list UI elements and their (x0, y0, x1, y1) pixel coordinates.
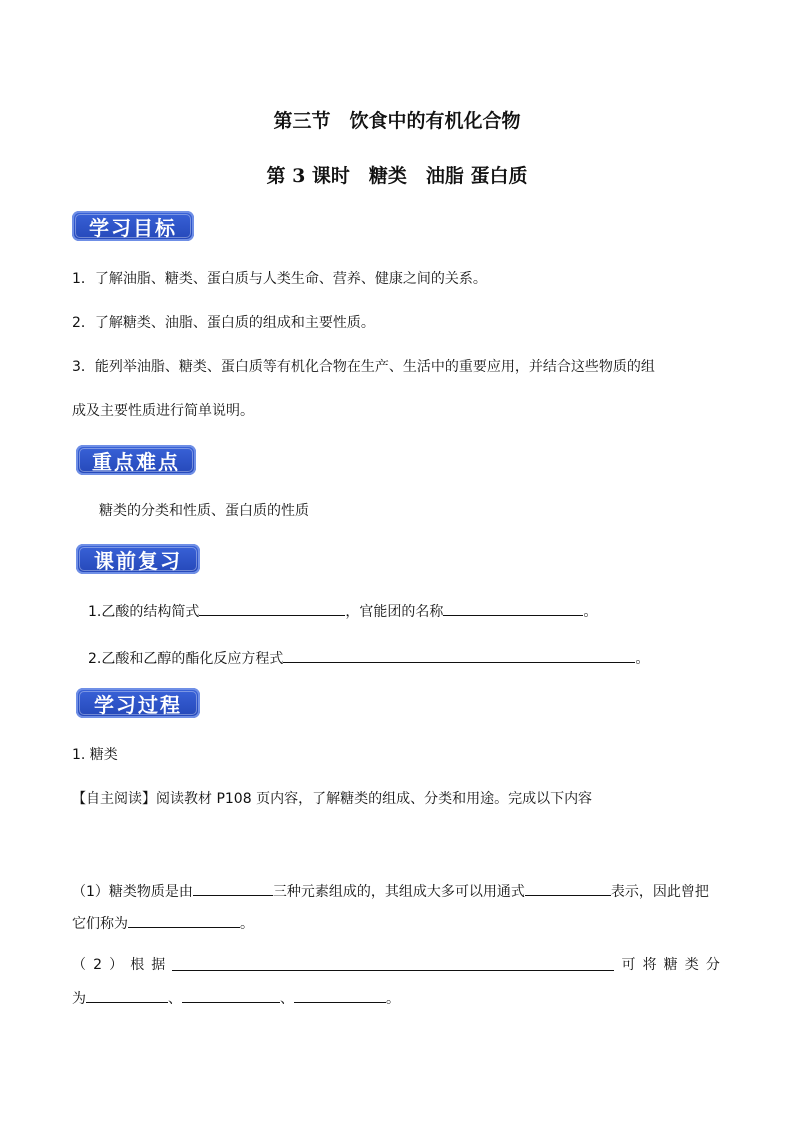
process-q2-char: 据 (151, 957, 166, 973)
process-q1-line1 (72, 881, 709, 901)
process-q2-sep-2: 、 (280, 991, 294, 1007)
process-q1-blank-1[interactable] (193, 881, 273, 896)
section-title: 第三节 饮食中的有机化合物 (273, 110, 521, 132)
process-q1-text-a: （1）糖类物质是由 (72, 884, 193, 900)
process-q2-line1 (72, 956, 720, 974)
badge-key-points-label: 重点难点 (92, 449, 180, 474)
process-q1-text-b: 三种元素组成的，其组成大多可以用通式 (272, 884, 525, 900)
badge-process (76, 688, 200, 718)
objective-1: 1．了解油脂、糖类、蛋白质与人类生命、营养、健康之间的关系。 (72, 271, 487, 287)
badge-key-points (76, 445, 196, 475)
badge-review-label: 课前复习 (94, 548, 182, 573)
review-q2-end: 。 (635, 651, 650, 667)
badge-objectives (72, 211, 194, 241)
process-q1-text-c: 表示，因此曾把 (610, 884, 709, 900)
process-q2-blank-1[interactable] (172, 956, 614, 971)
badge-objectives-label: 学习目标 (89, 215, 177, 240)
process-heading: 1. 糖类 (72, 747, 118, 763)
process-q2-char: 将 (642, 957, 657, 973)
process-q2-char: 可 (621, 957, 636, 973)
key-points-text: 糖类的分类和性质、蛋白质的性质 (99, 503, 309, 519)
review-q1-end: 。 (583, 604, 598, 620)
process-q2-char: 类 (684, 957, 699, 973)
process-q2-char: （ (72, 957, 86, 973)
objective-3: 3．能列举油脂、糖类、蛋白质等有机化合物在生产、生活中的重要应用，并结合这些物质的组 (72, 359, 655, 375)
objective-3-cont: 成及主要性质进行简单说明。 (72, 403, 254, 419)
objective-2: 2．了解糖类、油脂、蛋白质的组成和主要性质。 (72, 315, 375, 331)
process-q2-line2 (72, 988, 400, 1008)
process-q1-line2 (72, 913, 254, 933)
process-q2-char: 根 (130, 957, 145, 973)
process-q1-blank-3[interactable] (128, 913, 240, 928)
process-q2-text-a: 为 (72, 991, 86, 1007)
review-q1-text-b: ，官能团的名称 (345, 604, 444, 620)
process-q2-char: 分 (705, 957, 720, 973)
process-q2-char: 2 (93, 957, 103, 973)
process-q2-blank-2[interactable] (86, 988, 168, 1003)
badge-review (76, 544, 200, 574)
process-q1-blank-2[interactable] (525, 881, 611, 896)
process-q2-blank-4[interactable] (294, 988, 386, 1003)
review-q1-blank-2[interactable] (443, 601, 583, 616)
process-q2-char: 糖 (663, 957, 678, 973)
process-q2-sep-1: 、 (168, 991, 182, 1007)
lesson-title: 第 3 课时 糖类 油脂 蛋白质 (266, 165, 528, 187)
process-q1-end: 。 (240, 916, 254, 932)
badge-process-label: 学习过程 (94, 692, 182, 717)
process-q2-blank-3[interactable] (182, 988, 280, 1003)
review-q2 (88, 648, 649, 668)
review-q2-text: 2.乙酸和乙醇的酯化反应方程式 (88, 651, 284, 667)
process-q2-char: ） (109, 957, 124, 973)
process-q2-row (72, 956, 720, 974)
process-q1-text-d: 它们称为 (72, 916, 128, 932)
review-q1-text-a: 1.乙酸的结构简式 (88, 604, 200, 620)
process-q2-end: 。 (386, 991, 400, 1007)
review-q1-blank-1[interactable] (199, 601, 345, 616)
review-q2-blank[interactable] (283, 648, 635, 663)
process-reading: 【自主阅读】阅读教材 P108 页内容，了解糖类的组成、分类和用途。完成以下内容 (72, 791, 593, 807)
review-q1 (88, 601, 597, 621)
